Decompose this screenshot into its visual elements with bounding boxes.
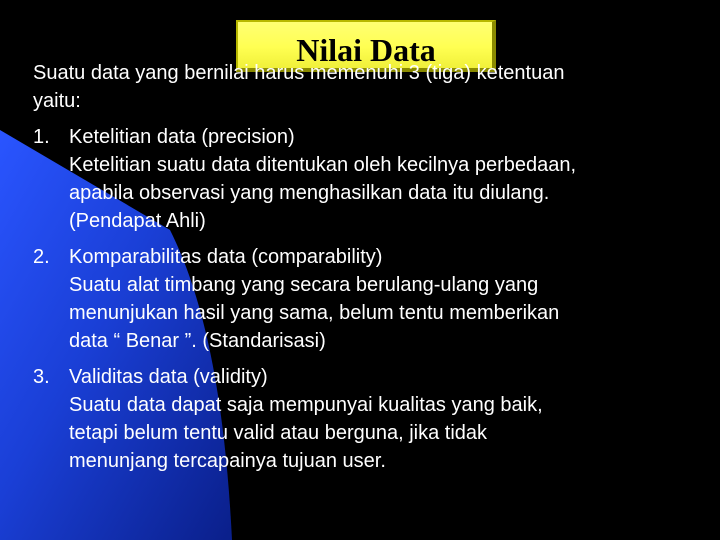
- item-text: menunjang tercapainya tujuan user.: [69, 450, 386, 472]
- item-heading: Ketelitian data (precision): [69, 126, 295, 148]
- item-heading: Validitas data (validity): [69, 366, 268, 388]
- item-text: Suatu alat timbang yang secara berulang-ulang yang: [69, 274, 539, 296]
- intro-line: Suatu data yang bernilai harus memenuhi 3 (tiga) ketentuan: [33, 62, 565, 84]
- list-item: [33, 123, 713, 235]
- item-text: data “ Benar ”. (Standarisasi): [69, 330, 326, 352]
- slide-body: [33, 59, 713, 475]
- item-text: Suatu data dapat saja mempunyai kualitas yang baik,: [69, 394, 543, 416]
- list-item: [33, 363, 713, 475]
- list-number: 3.: [33, 366, 50, 388]
- item-heading: Komparabilitas data (comparability): [69, 246, 383, 268]
- list-number: 2.: [33, 246, 50, 268]
- item-text: tetapi belum tentu valid atau berguna, jika tidak: [69, 422, 488, 444]
- item-text: apabila observasi yang menghasilkan data itu diulang.: [69, 182, 550, 204]
- item-text: Ketelitian suatu data ditentukan oleh kecilnya perbedaan,: [69, 154, 577, 176]
- item-text: menunjukan hasil yang sama, belum tentu memberikan: [69, 302, 560, 324]
- list-number: 1.: [33, 126, 50, 148]
- slide-title: Nilai Data: [296, 32, 436, 68]
- list-item: [33, 243, 713, 355]
- intro-line: yaitu:: [33, 90, 81, 112]
- item-text: (Pendapat Ahli): [69, 210, 206, 232]
